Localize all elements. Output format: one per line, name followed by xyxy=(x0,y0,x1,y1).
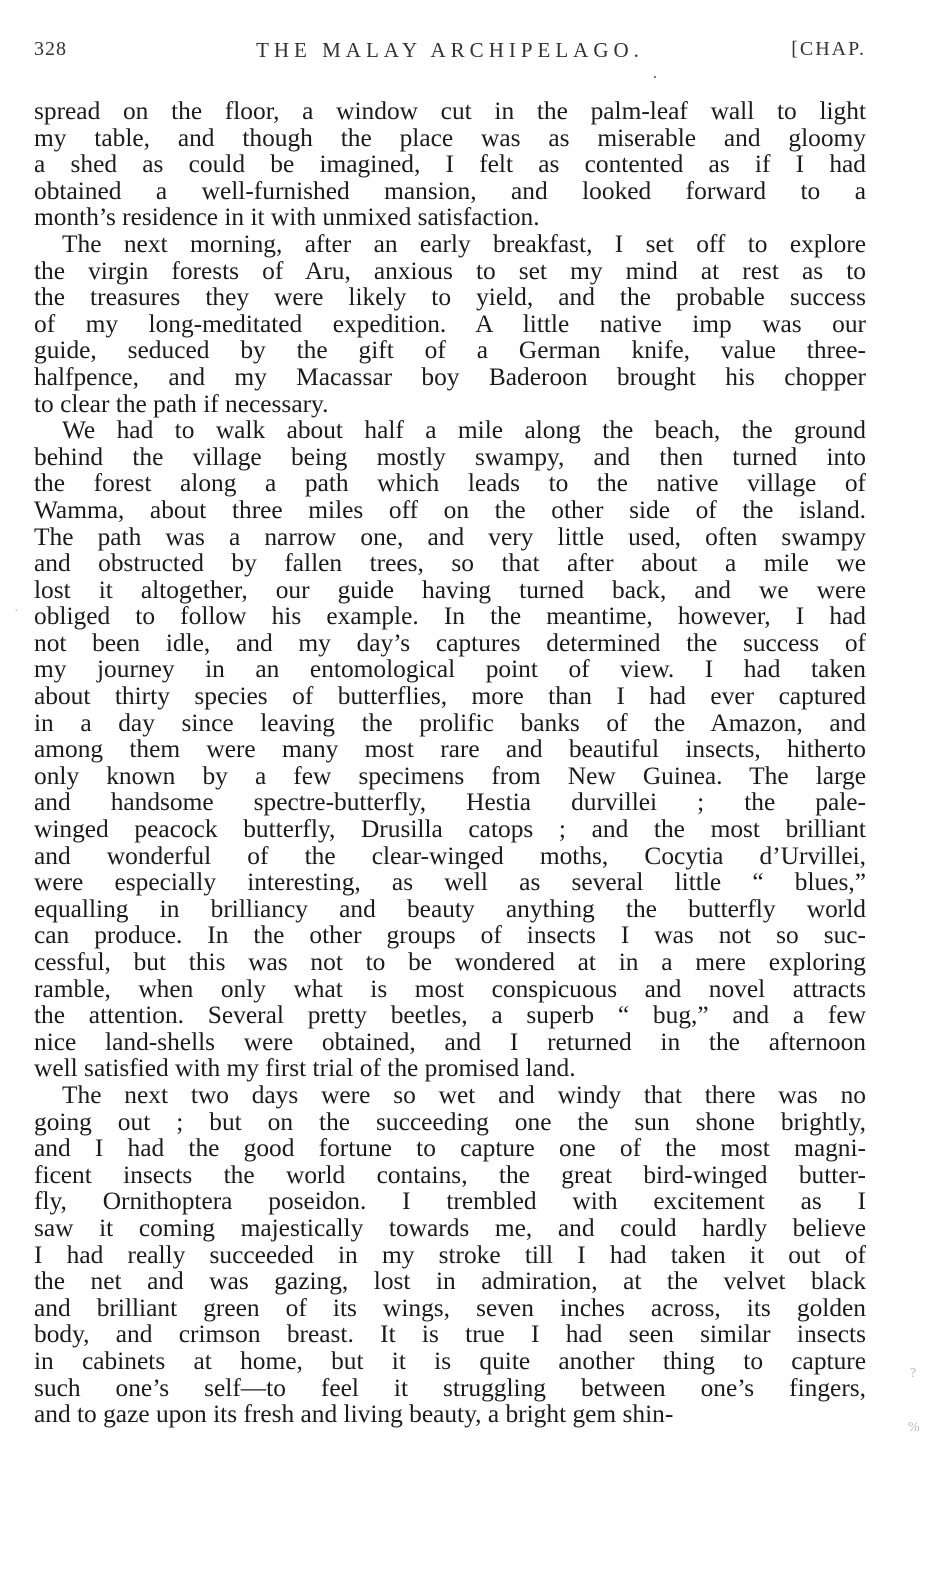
text-line: among them were many most rare and beautiful insects, hitherto xyxy=(34,735,866,764)
text-line: of my long-meditated expedition. A little native imp was our xyxy=(34,309,866,338)
text-line: and brilliant green of its wings, seven inches across, its golden xyxy=(34,1293,866,1322)
text-line: and handsome spectre-butterfly, Hestia durvillei ; the pale- xyxy=(34,788,866,817)
text-line: saw it coming majestically towards me, and could hardly believe xyxy=(34,1213,866,1242)
running-head xyxy=(34,38,866,68)
text-line: the treasures they were likely to yield, and the probable success xyxy=(34,283,866,312)
text-line: the attention. Several pretty beetles, a superb “ bug,” and a few xyxy=(34,1001,866,1030)
text-line: obtained a well-furnished mansion, and looked forward to a xyxy=(34,176,866,205)
text-line: such one’s self—to feel it struggling between one’s fingers, xyxy=(34,1373,866,1402)
text-line: well satisfied with my first trial of the promised land. xyxy=(34,1054,576,1083)
text-line: The path was a narrow one, and very little used, often swampy xyxy=(34,522,866,551)
text-line: body, and crimson breast. It is true I had seen similar insects xyxy=(34,1320,866,1349)
paragraph xyxy=(34,231,866,417)
text-line: and obstructed by fallen trees, so that after about a mile we xyxy=(34,549,866,578)
margin-speck: · xyxy=(14,604,19,619)
text-line: and wonderful of the clear-winged moths, Cocytia d’Urvillei, xyxy=(34,841,866,870)
text-line: The next two days were so wet and windy that there was no xyxy=(62,1080,866,1109)
text-line: the virgin forests of Aru, anxious to set my mind at rest as to xyxy=(34,256,866,285)
margin-speck: ? xyxy=(910,1366,917,1381)
text-line: lost it altogether, our guide having turned back, and we were xyxy=(34,575,866,604)
text-line: behind the village being mostly swampy, and then turned into xyxy=(34,442,866,471)
text-line: were especially interesting, as well as several little “ blues,” xyxy=(34,868,866,897)
text-line: my journey in an entomological point of view. I had taken xyxy=(34,655,866,684)
text-line: a shed as could be imagined, I felt as contented as if I had xyxy=(34,150,866,179)
page-number: 328 xyxy=(34,38,67,60)
text-line: nice land-shells were obtained, and I returned in the afternoon xyxy=(34,1027,866,1056)
print-speck xyxy=(654,76,656,78)
text-line: guide, seduced by the gift of a German knife, value three- xyxy=(34,336,866,365)
text-line: about thirty species of butterflies, more than I had ever captured xyxy=(34,682,866,711)
text-line: the forest along a path which leads to the native village of xyxy=(34,469,866,498)
text-line: The next morning, after an early breakfast, I set off to explore xyxy=(62,229,866,258)
text-line: can produce. In the other groups of insects I was not so suc- xyxy=(34,921,866,950)
margin-speck: % xyxy=(908,1420,920,1435)
paragraph xyxy=(34,417,866,1082)
text-line: Wamma, about three miles off on the other side of the island. xyxy=(34,495,866,524)
text-line: fly, Ornithoptera poseidon. I trembled with excitement as I xyxy=(34,1187,866,1216)
text-line: only known by a few specimens from New Guinea. The large xyxy=(34,761,866,790)
text-line: halfpence, and my Macassar boy Baderoon brought his chopper xyxy=(34,362,866,391)
chapter-label: [CHAP. xyxy=(791,38,866,60)
text-line: going out ; but on the succeeding one the sun shone brightly, xyxy=(34,1107,866,1136)
text-line: in a day since leaving the prolific banks of the Amazon, and xyxy=(34,708,866,737)
text-line: and to gaze upon its fresh and living beauty, a bright gem shin- xyxy=(34,1400,674,1429)
text-line: ficent insects the world contains, the great bird-winged butter- xyxy=(34,1160,866,1189)
text-line: to clear the path if necessary. xyxy=(34,389,329,418)
text-line: and I had the good fortune to capture one of the most magni- xyxy=(34,1134,866,1163)
text-line: not been idle, and my day’s captures determined the success of xyxy=(34,628,866,657)
text-line: cessful, but this was not to be wondered at in a mere exploring xyxy=(34,948,866,976)
text-line: ramble, when only what is most conspicuous and novel attracts xyxy=(34,974,866,1003)
text-line: obliged to follow his example. In the meantime, however, I had xyxy=(34,602,866,631)
text-line: my table, and though the place was as miserable and gloomy xyxy=(34,123,866,152)
text-line: month’s residence in it with unmixed satisfaction. xyxy=(34,203,540,232)
paragraph xyxy=(34,1082,866,1428)
text-line: in cabinets at home, but it is quite another thing to capture xyxy=(34,1346,866,1375)
text-line: equalling in brilliancy and beauty anything the butterfly world xyxy=(34,894,866,923)
running-title: THE MALAY ARCHIPELAGO. xyxy=(256,38,644,62)
paragraph xyxy=(34,98,866,231)
text-line: We had to walk about half a mile along the beach, the ground xyxy=(62,416,866,445)
text-line: I had really succeeded in my stroke till I had taken it out of xyxy=(34,1240,866,1269)
body-text xyxy=(34,98,866,1428)
text-line: spread on the floor, a window cut in the palm-leaf wall to light xyxy=(34,97,866,125)
text-line: the net and was gazing, lost in admiration, at the velvet black xyxy=(34,1267,866,1296)
text-line: winged peacock butterfly, Drusilla catops ; and the most brilliant xyxy=(34,815,866,844)
